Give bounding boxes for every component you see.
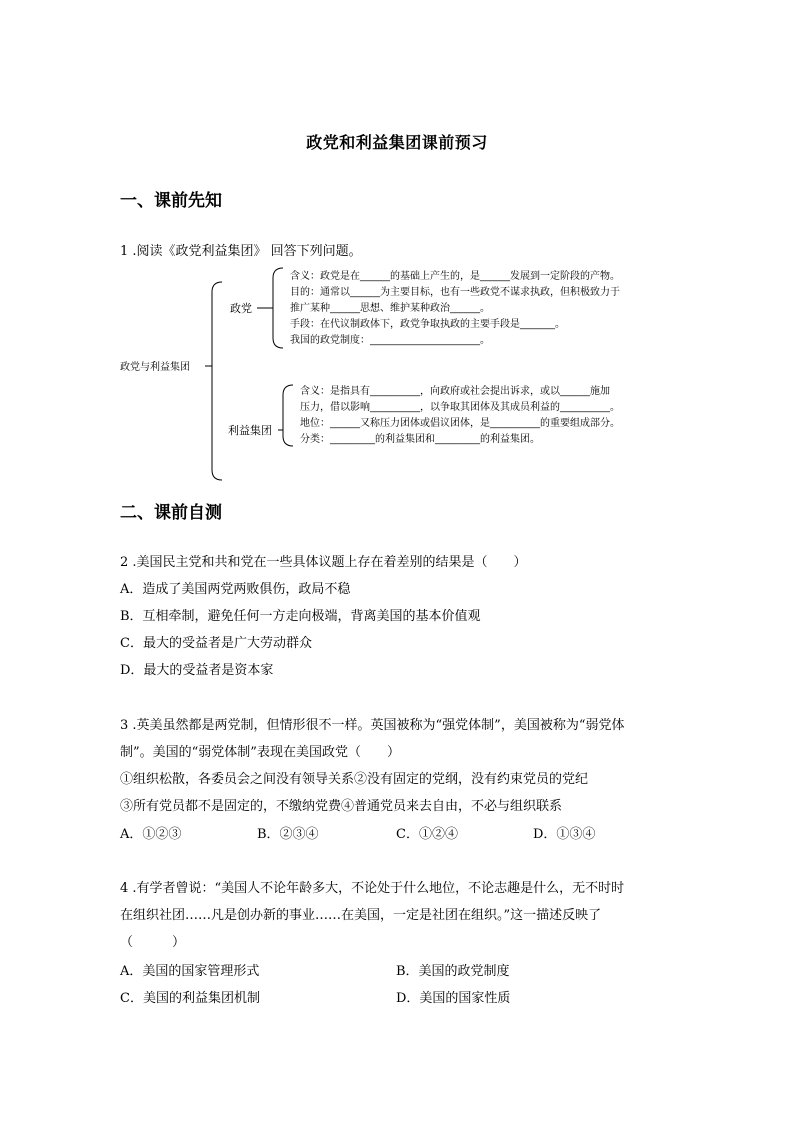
interest-meaning-line-2: 压力，借以影响__________，以争取其团体及其成员利益的__________。 xyxy=(300,402,620,413)
interest-status-line: 地位：______又称压力团体或倡议团体，是__________的重要组成部分。 xyxy=(300,418,620,429)
question-3-option-c: C．①②④ xyxy=(396,827,458,842)
party-system-line: 我国的政党制度：______________________。 xyxy=(290,335,490,346)
question-3-stem-2: 制”。美国的“弱党体制”表现在美国政党（ ） xyxy=(120,745,400,760)
question-4-option-b: B．美国的政党制度 xyxy=(396,964,510,979)
party-meaning-line: 含义：政党是在______的基础上产生的，是______发展到一定阶段的产物。 xyxy=(290,271,620,282)
question-4-option-c: C．美国的利益集团机制 xyxy=(120,991,260,1006)
page-title: 政党和利益集团课前预习 xyxy=(306,133,488,152)
section-heading-2: 二、课前自测 xyxy=(120,503,222,523)
party-purpose-line-2: 推广某种______思想、维护某种政治______。 xyxy=(290,303,490,314)
question-3-option-d: D．①③④ xyxy=(533,827,596,842)
question-2-option-d: D．最大的受益者是资本家 xyxy=(120,663,274,678)
question-4-stem-1: 4 .有学者曾说：“美国人不论年龄多大，不论处于什么地位，不论志趣是什么，无不时时 xyxy=(120,881,625,896)
question-3-item-2: ③所有党员都不是固定的，不缴纳党费④普通党员来去自由，不必与组织联系 xyxy=(120,799,563,814)
question-2-stem: 2 .美国民主党和共和党在一些具体议题上存在着差别的结果是（ ） xyxy=(120,555,527,570)
map-root-label: 政党与利益集团 xyxy=(120,362,190,373)
question-4-option-d: D．美国的国家性质 xyxy=(396,991,511,1006)
question-4-stem-3: （ ） xyxy=(120,935,186,950)
party-purpose-line: 目的：通常以______为主要目标，也有一些政党不谋求执政，但积极致力于 xyxy=(290,287,620,298)
question-1: 1 .阅读《政党利益集团》 回答下列问题。 xyxy=(120,244,362,259)
question-2-option-a: A．造成了美国两党两败俱伤，政局不稳 xyxy=(120,582,351,597)
interest-meaning-line: 含义：是指具有__________，向政府或社会提出诉求，或以______施加 xyxy=(300,386,610,397)
map-interest-label: 利益集团 xyxy=(228,424,272,437)
question-3-option-a: A．①②③ xyxy=(120,827,182,842)
interest-category-line: 分类：_________的利益集团和_________的利益集团。 xyxy=(300,434,540,445)
question-3-item-1: ①组织松散，各委员会之间没有领导关系②没有固定的党纲，没有约束党员的党纪 xyxy=(120,772,589,787)
question-3-stem-1: 3 .英美虽然都是两党制，但情形很不一样。英国被称为“强党体制”，美国被称为“弱党体 xyxy=(120,718,625,733)
question-2-option-c: C．最大的受益者是广大劳动群众 xyxy=(120,636,312,651)
question-4-option-a: A．美国的国家管理形式 xyxy=(120,964,260,979)
party-means-line: 手段：在代议制政体下，政党争取执政的主要手段是_______。 xyxy=(290,319,565,330)
section-heading-1: 一、课前先知 xyxy=(120,191,222,211)
question-4-stem-2: 在组织社团……凡是创办新的事业……在美国，一定是社团在组织。”这一描述反映了 xyxy=(120,908,602,923)
map-party-label: 政党 xyxy=(230,302,252,315)
question-3-option-b: B．②③④ xyxy=(257,827,319,842)
question-2-option-b: B．互相牵制，避免任何一方走向极端，背离美国的基本价值观 xyxy=(120,609,481,624)
